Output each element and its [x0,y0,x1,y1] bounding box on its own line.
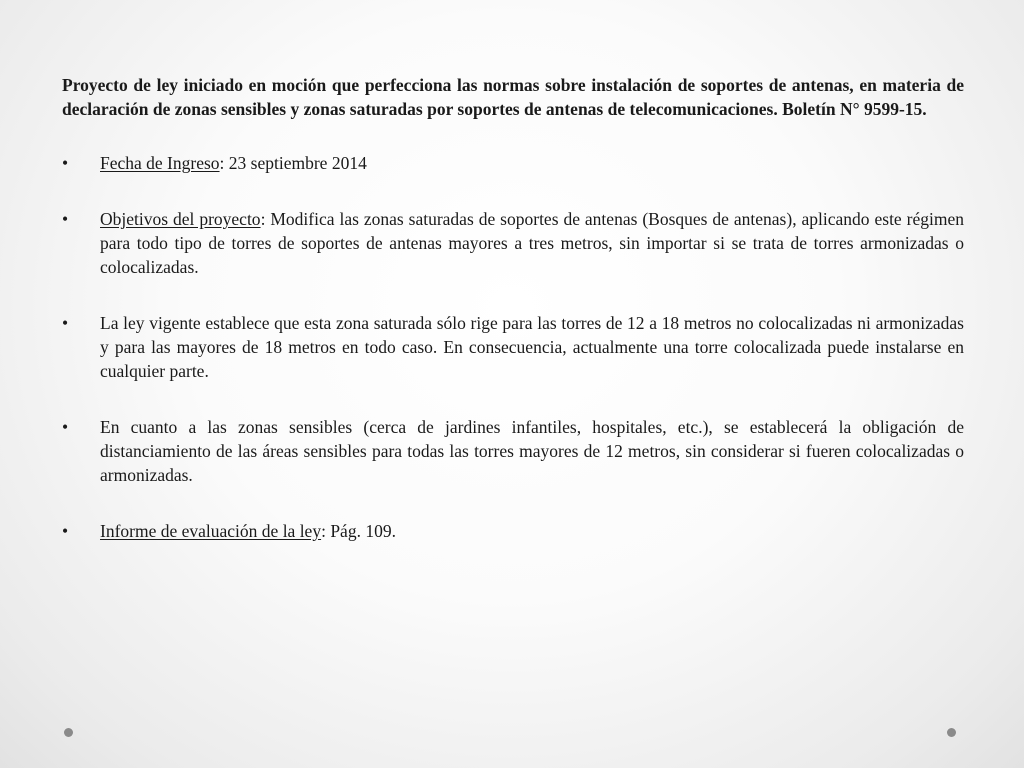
bullet-item-ley-vigente [62,311,964,383]
bullet-separator: : [219,153,229,173]
bullet-icon: • [62,209,69,229]
bullet-label: Objetivos del proyecto [100,209,261,229]
bullet-text: Modifica las zonas saturadas de soportes de antenas (Bosques de antenas), aplicando este régimen para todo tipo de torres de soportes de antenas mayores a tres metros, sin importar si se trata de torres armonizadas o colocalizadas. [100,209,964,277]
bullet-text: Pág. 109. [330,521,396,541]
bullet-list [62,151,964,543]
corner-dot-right-icon [947,728,956,737]
bullet-text: La ley vigente establece que esta zona saturada sólo rige para las torres de 12 a 18 metros no colocalizadas ni armonizadas y para las mayores de 18 metros en todo caso. En consecuencia, actualmente una torre colocalizada puede instalarse en cualquier parte. [100,313,964,381]
bullet-text: En cuanto a las zonas sensibles (cerca de jardines infantiles, hospitales, etc.), se establecerá la obligación de distanciamiento de las áreas sensibles para todas las torres mayores de 12 metros, sin considerar si fueren colocalizadas o armonizadas. [100,417,964,485]
bullet-separator: : [260,209,271,229]
bullet-text: 23 septiembre 2014 [228,153,367,173]
bullet-icon: • [62,521,69,541]
bullet-icon: • [62,417,69,437]
bullet-icon: • [62,153,69,173]
bullet-label: Fecha de Ingreso [100,153,220,173]
bullet-label: Informe de evaluación de la ley [100,521,322,541]
slide-content [62,73,964,575]
bullet-separator: : [321,521,331,541]
bullet-item-fecha-ingreso [62,151,964,175]
corner-dot-left-icon [64,728,73,737]
bullet-item-zonas-sensibles [62,415,964,487]
bullet-item-informe [62,519,964,543]
bullet-icon: • [62,313,69,333]
slide-title: Proyecto de ley iniciado en moción que perfecciona las normas sobre instalación de soportes de antenas, en materia de declaración de zonas sensibles y zonas saturadas por soportes de antenas de telecomunicaciones. Boletín N° 9599-15. [62,75,964,119]
bullet-item-objetivos [62,207,964,279]
